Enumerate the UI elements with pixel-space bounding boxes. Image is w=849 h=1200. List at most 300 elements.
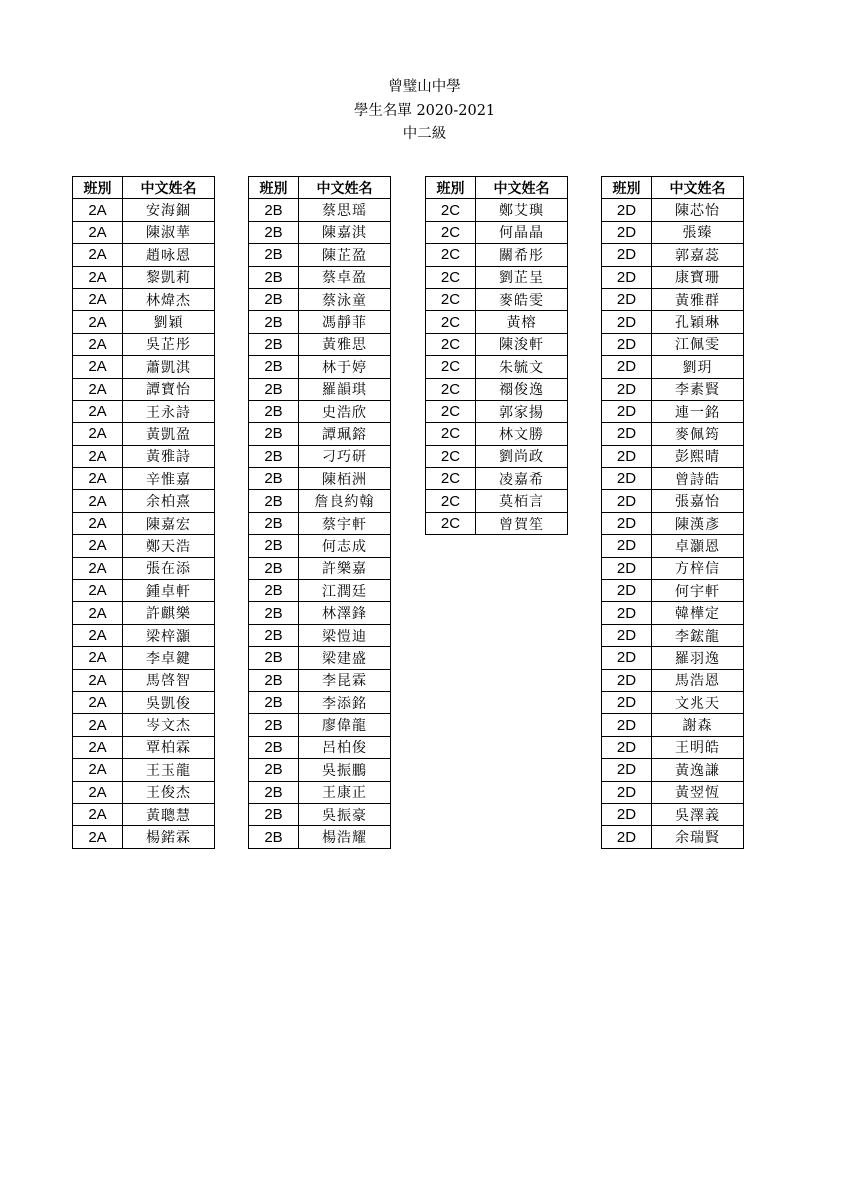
class-cell: 2A xyxy=(73,311,123,333)
student-row xyxy=(73,468,215,490)
student-row xyxy=(602,557,744,579)
class-cell: 2A xyxy=(73,535,123,557)
school-name: 曾璧山中學 xyxy=(388,79,461,95)
student-row xyxy=(602,602,744,624)
class-cell: 2B xyxy=(249,826,299,848)
class-cell: 2A xyxy=(73,512,123,534)
class-cell: 2C xyxy=(426,378,476,400)
class-cell: 2A xyxy=(73,468,123,490)
student-row xyxy=(602,691,744,713)
student-row xyxy=(249,512,391,534)
student-row xyxy=(73,647,215,669)
student-name-cell: 余瑞賢 xyxy=(652,826,744,848)
student-name-cell: 李昆霖 xyxy=(299,669,391,691)
student-row xyxy=(73,781,215,803)
student-name-cell: 麥皓雯 xyxy=(476,288,568,310)
student-name-cell: 馬啓智 xyxy=(123,669,215,691)
class-cell: 2D xyxy=(602,535,652,557)
student-row xyxy=(73,199,215,221)
student-name-cell: 吳凱俊 xyxy=(123,691,215,713)
class-cell: 2C xyxy=(426,490,476,512)
student-name-cell: 吳芷彤 xyxy=(123,333,215,355)
student-name-cell: 林煒杰 xyxy=(123,288,215,310)
student-name-cell: 蔡泳童 xyxy=(299,288,391,310)
student-name-cell: 黃翌恆 xyxy=(652,781,744,803)
student-name-cell: 凌嘉希 xyxy=(476,468,568,490)
student-name-cell: 梁梓灝 xyxy=(123,624,215,646)
class-cell: 2B xyxy=(249,602,299,624)
class-cell: 2B xyxy=(249,803,299,825)
student-name-cell: 王永詩 xyxy=(123,400,215,422)
student-row xyxy=(249,736,391,758)
student-row xyxy=(73,356,215,378)
class-column-header: 班別 xyxy=(426,177,476,199)
class-cell: 2A xyxy=(73,759,123,781)
class-cell: 2D xyxy=(602,781,652,803)
student-name-cell: 張在添 xyxy=(123,557,215,579)
student-row xyxy=(602,714,744,736)
class-cell: 2A xyxy=(73,333,123,355)
student-row xyxy=(249,714,391,736)
student-name-cell: 何晶晶 xyxy=(476,221,568,243)
student-row xyxy=(73,512,215,534)
student-row xyxy=(73,378,215,400)
class-cell: 2B xyxy=(249,378,299,400)
student-name-cell: 梁愷迪 xyxy=(299,624,391,646)
class-cell: 2D xyxy=(602,826,652,848)
student-row xyxy=(602,759,744,781)
student-row xyxy=(426,221,568,243)
student-name-cell: 江潤廷 xyxy=(299,580,391,602)
class-cell: 2A xyxy=(73,356,123,378)
student-name-cell: 彭熙晴 xyxy=(652,445,744,467)
student-name-cell: 岑文杰 xyxy=(123,714,215,736)
student-row xyxy=(602,333,744,355)
class-cell: 2B xyxy=(249,288,299,310)
name-column-header: 中文姓名 xyxy=(476,177,568,199)
student-name-cell: 黃雅思 xyxy=(299,333,391,355)
student-name-cell: 禤俊逸 xyxy=(476,378,568,400)
class-cell: 2D xyxy=(602,378,652,400)
student-name-cell: 林澤鋒 xyxy=(299,602,391,624)
class-cell: 2B xyxy=(249,199,299,221)
student-row xyxy=(602,244,744,266)
student-name-cell: 陳栢洲 xyxy=(299,468,391,490)
student-name-cell: 蔡卓盈 xyxy=(299,266,391,288)
student-row xyxy=(602,199,744,221)
student-name-cell: 曾賀笙 xyxy=(476,512,568,534)
student-row xyxy=(73,580,215,602)
student-name-cell: 黃聰慧 xyxy=(123,803,215,825)
class-cell: 2B xyxy=(249,624,299,646)
student-row xyxy=(73,736,215,758)
student-row xyxy=(426,468,568,490)
student-name-cell: 馮靜菲 xyxy=(299,311,391,333)
class-cell: 2B xyxy=(249,423,299,445)
class-cell: 2D xyxy=(602,691,652,713)
student-name-cell: 郭家揚 xyxy=(476,400,568,422)
student-name-cell: 孔穎琳 xyxy=(652,311,744,333)
table-header-row xyxy=(426,177,568,199)
class-cell: 2D xyxy=(602,624,652,646)
class-cell: 2D xyxy=(602,468,652,490)
class-cell: 2B xyxy=(249,356,299,378)
student-name-cell: 呂柏俊 xyxy=(299,736,391,758)
student-name-cell: 王俊杰 xyxy=(123,781,215,803)
student-row xyxy=(249,826,391,848)
student-row xyxy=(73,624,215,646)
student-row xyxy=(73,691,215,713)
student-row xyxy=(249,669,391,691)
student-row xyxy=(426,266,568,288)
student-row xyxy=(602,647,744,669)
class-cell: 2D xyxy=(602,803,652,825)
class-cell: 2C xyxy=(426,423,476,445)
student-row xyxy=(73,803,215,825)
student-row xyxy=(249,647,391,669)
student-row xyxy=(426,400,568,422)
document-title: 學生名單 2020-2021 xyxy=(353,102,496,119)
class-2d-table xyxy=(601,176,744,849)
class-cell: 2B xyxy=(249,266,299,288)
class-cell: 2B xyxy=(249,400,299,422)
student-row xyxy=(73,311,215,333)
student-row xyxy=(249,199,391,221)
student-row xyxy=(73,266,215,288)
class-cell: 2A xyxy=(73,624,123,646)
class-cell: 2D xyxy=(602,266,652,288)
class-cell: 2C xyxy=(426,400,476,422)
class-cell: 2B xyxy=(249,580,299,602)
table-header-row xyxy=(602,177,744,199)
student-row xyxy=(602,669,744,691)
student-name-cell: 刁巧研 xyxy=(299,445,391,467)
class-cell: 2A xyxy=(73,647,123,669)
class-cell: 2C xyxy=(426,356,476,378)
student-row xyxy=(73,490,215,512)
student-name-cell: 史浩欣 xyxy=(299,400,391,422)
class-cell: 2A xyxy=(73,445,123,467)
student-name-cell: 張嘉怡 xyxy=(652,490,744,512)
class-cell: 2D xyxy=(602,669,652,691)
student-row xyxy=(602,826,744,848)
class-cell: 2C xyxy=(426,311,476,333)
student-name-cell: 許麒樂 xyxy=(123,602,215,624)
student-name-cell: 何志成 xyxy=(299,535,391,557)
class-cell: 2A xyxy=(73,714,123,736)
student-row xyxy=(249,691,391,713)
student-name-cell: 劉玥 xyxy=(652,356,744,378)
student-name-cell: 廖偉龍 xyxy=(299,714,391,736)
class-2a-table xyxy=(72,176,215,849)
student-name-cell: 蔡思瑶 xyxy=(299,199,391,221)
student-name-cell: 劉芷呈 xyxy=(476,266,568,288)
class-cell: 2D xyxy=(602,759,652,781)
class-cell: 2D xyxy=(602,512,652,534)
student-name-cell: 吳振鵬 xyxy=(299,759,391,781)
name-column-header: 中文姓名 xyxy=(299,177,391,199)
student-name-cell: 林文勝 xyxy=(476,423,568,445)
student-name-cell: 詹良約翰 xyxy=(299,490,391,512)
class-cell: 2D xyxy=(602,602,652,624)
class-cell: 2B xyxy=(249,244,299,266)
class-cell: 2C xyxy=(426,199,476,221)
student-name-cell: 康寶珊 xyxy=(652,266,744,288)
student-row xyxy=(249,333,391,355)
student-row xyxy=(426,288,568,310)
student-row xyxy=(602,400,744,422)
student-name-cell: 安海錮 xyxy=(123,199,215,221)
student-name-cell: 麥佩筠 xyxy=(652,423,744,445)
class-cell: 2A xyxy=(73,602,123,624)
student-row xyxy=(426,512,568,534)
student-name-cell: 陳漢彥 xyxy=(652,512,744,534)
student-name-cell: 黃凱盈 xyxy=(123,423,215,445)
class-cell: 2A xyxy=(73,781,123,803)
class-cell: 2B xyxy=(249,781,299,803)
student-row xyxy=(602,781,744,803)
student-row xyxy=(249,557,391,579)
student-name-cell: 黃榕 xyxy=(476,311,568,333)
table-header-row xyxy=(73,177,215,199)
student-row xyxy=(602,490,744,512)
class-cell: 2D xyxy=(602,356,652,378)
student-row xyxy=(73,759,215,781)
student-name-cell: 楊浩耀 xyxy=(299,826,391,848)
student-name-cell: 張臻 xyxy=(652,221,744,243)
student-name-cell: 陳嘉宏 xyxy=(123,512,215,534)
table-header-row xyxy=(249,177,391,199)
student-row xyxy=(249,535,391,557)
class-cell: 2B xyxy=(249,445,299,467)
student-name-cell: 譚寶怡 xyxy=(123,378,215,400)
student-name-cell: 蕭凱淇 xyxy=(123,356,215,378)
student-row xyxy=(426,423,568,445)
class-cell: 2D xyxy=(602,580,652,602)
student-row xyxy=(73,423,215,445)
class-cell: 2B xyxy=(249,468,299,490)
class-cell: 2D xyxy=(602,736,652,758)
class-cell: 2D xyxy=(602,647,652,669)
student-name-cell: 余柏熹 xyxy=(123,490,215,512)
student-name-cell: 連一銘 xyxy=(652,400,744,422)
student-name-cell: 郭嘉蕊 xyxy=(652,244,744,266)
class-cell: 2D xyxy=(602,445,652,467)
class-cell: 2A xyxy=(73,691,123,713)
student-row xyxy=(602,535,744,557)
class-cell: 2D xyxy=(602,288,652,310)
student-name-cell: 王明皓 xyxy=(652,736,744,758)
student-row xyxy=(249,445,391,467)
class-cell: 2D xyxy=(602,400,652,422)
class-cell: 2A xyxy=(73,736,123,758)
class-cell: 2C xyxy=(426,244,476,266)
class-cell: 2C xyxy=(426,221,476,243)
class-cell: 2A xyxy=(73,580,123,602)
name-column-header: 中文姓名 xyxy=(652,177,744,199)
student-name-cell: 蔡宇軒 xyxy=(299,512,391,534)
class-cell: 2B xyxy=(249,736,299,758)
student-row xyxy=(73,221,215,243)
student-row xyxy=(249,288,391,310)
class-cell: 2C xyxy=(426,468,476,490)
student-name-cell: 黃雅群 xyxy=(652,288,744,310)
class-cell: 2B xyxy=(249,490,299,512)
student-row xyxy=(249,400,391,422)
class-cell: 2D xyxy=(602,423,652,445)
student-row xyxy=(73,714,215,736)
student-row xyxy=(249,781,391,803)
class-cell: 2B xyxy=(249,333,299,355)
class-cell: 2C xyxy=(426,333,476,355)
student-name-cell: 陳芯怡 xyxy=(652,199,744,221)
class-cell: 2D xyxy=(602,221,652,243)
class-cell: 2D xyxy=(602,244,652,266)
student-row xyxy=(249,490,391,512)
student-name-cell: 鄭艾璵 xyxy=(476,199,568,221)
student-row xyxy=(73,333,215,355)
student-row xyxy=(73,400,215,422)
student-name-cell: 李素賢 xyxy=(652,378,744,400)
student-row xyxy=(73,826,215,848)
student-row xyxy=(249,356,391,378)
student-name-cell: 許樂嘉 xyxy=(299,557,391,579)
student-name-cell: 譚珮鎔 xyxy=(299,423,391,445)
student-name-cell: 羅羽逸 xyxy=(652,647,744,669)
class-cell: 2A xyxy=(73,423,123,445)
class-cell: 2A xyxy=(73,199,123,221)
student-name-cell: 梁建盛 xyxy=(299,647,391,669)
class-cell: 2D xyxy=(602,557,652,579)
student-row xyxy=(249,602,391,624)
student-name-cell: 謝森 xyxy=(652,714,744,736)
student-row xyxy=(249,244,391,266)
student-row xyxy=(426,244,568,266)
student-name-cell: 鍾卓軒 xyxy=(123,580,215,602)
student-row xyxy=(73,669,215,691)
class-cell: 2A xyxy=(73,490,123,512)
student-row xyxy=(249,423,391,445)
student-name-cell: 趙咏恩 xyxy=(123,244,215,266)
student-row xyxy=(249,221,391,243)
student-row xyxy=(426,490,568,512)
student-row xyxy=(249,266,391,288)
student-row xyxy=(602,803,744,825)
class-cell: 2D xyxy=(602,714,652,736)
class-cell: 2D xyxy=(602,490,652,512)
class-cell: 2B xyxy=(249,512,299,534)
class-cell: 2B xyxy=(249,647,299,669)
class-cell: 2A xyxy=(73,244,123,266)
class-column-header: 班別 xyxy=(249,177,299,199)
student-row xyxy=(602,378,744,400)
student-row xyxy=(249,311,391,333)
student-row xyxy=(602,423,744,445)
student-name-cell: 關希彤 xyxy=(476,244,568,266)
class-cell: 2D xyxy=(602,333,652,355)
student-row xyxy=(602,221,744,243)
student-row xyxy=(426,199,568,221)
class-cell: 2A xyxy=(73,266,123,288)
class-cell: 2B xyxy=(249,691,299,713)
student-name-cell: 劉尚政 xyxy=(476,445,568,467)
student-name-cell: 王玉龍 xyxy=(123,759,215,781)
student-row xyxy=(602,266,744,288)
student-name-cell: 覃柏霖 xyxy=(123,736,215,758)
student-name-cell: 陳嘉淇 xyxy=(299,221,391,243)
student-row xyxy=(602,580,744,602)
student-name-cell: 韓樺定 xyxy=(652,602,744,624)
student-row xyxy=(73,535,215,557)
class-cell: 2B xyxy=(249,535,299,557)
student-name-cell: 鄭天浩 xyxy=(123,535,215,557)
student-name-cell: 文兆天 xyxy=(652,691,744,713)
class-cell: 2B xyxy=(249,557,299,579)
student-name-cell: 卓灝恩 xyxy=(652,535,744,557)
student-name-cell: 陳淑華 xyxy=(123,221,215,243)
student-row xyxy=(73,288,215,310)
student-row xyxy=(426,445,568,467)
class-cell: 2B xyxy=(249,714,299,736)
student-name-cell: 辛惟嘉 xyxy=(123,468,215,490)
class-cell: 2B xyxy=(249,669,299,691)
student-row xyxy=(602,356,744,378)
student-row xyxy=(249,468,391,490)
document-header xyxy=(0,76,849,147)
student-name-cell: 劉穎 xyxy=(123,311,215,333)
student-name-cell: 李卓鍵 xyxy=(123,647,215,669)
student-row xyxy=(602,624,744,646)
class-cell: 2B xyxy=(249,311,299,333)
student-name-cell: 朱毓文 xyxy=(476,356,568,378)
student-name-cell: 方梓信 xyxy=(652,557,744,579)
student-name-cell: 黎凱莉 xyxy=(123,266,215,288)
student-row xyxy=(602,311,744,333)
student-name-cell: 何宇軒 xyxy=(652,580,744,602)
name-column-header: 中文姓名 xyxy=(123,177,215,199)
student-name-cell: 馬浩恩 xyxy=(652,669,744,691)
student-row xyxy=(426,356,568,378)
student-row xyxy=(426,311,568,333)
class-cell: 2B xyxy=(249,759,299,781)
student-row xyxy=(426,333,568,355)
class-cell: 2B xyxy=(249,221,299,243)
class-cell: 2A xyxy=(73,826,123,848)
student-name-cell: 王康正 xyxy=(299,781,391,803)
student-row xyxy=(73,244,215,266)
grade-label: 中二級 xyxy=(402,126,447,142)
class-cell: 2A xyxy=(73,669,123,691)
student-name-cell: 吳澤義 xyxy=(652,803,744,825)
class-column-header: 班別 xyxy=(602,177,652,199)
student-row xyxy=(426,378,568,400)
student-row xyxy=(602,512,744,534)
student-row xyxy=(249,580,391,602)
student-row xyxy=(73,602,215,624)
class-2b-table xyxy=(248,176,391,849)
student-name-cell: 林于婷 xyxy=(299,356,391,378)
class-cell: 2C xyxy=(426,445,476,467)
student-row xyxy=(249,803,391,825)
class-cell: 2A xyxy=(73,378,123,400)
student-name-cell: 曾詩皓 xyxy=(652,468,744,490)
student-name-cell: 江佩雯 xyxy=(652,333,744,355)
student-row xyxy=(249,624,391,646)
student-name-cell: 楊鍩霖 xyxy=(123,826,215,848)
student-name-cell: 陳芷盈 xyxy=(299,244,391,266)
student-row xyxy=(602,288,744,310)
student-name-cell: 黃逸謙 xyxy=(652,759,744,781)
